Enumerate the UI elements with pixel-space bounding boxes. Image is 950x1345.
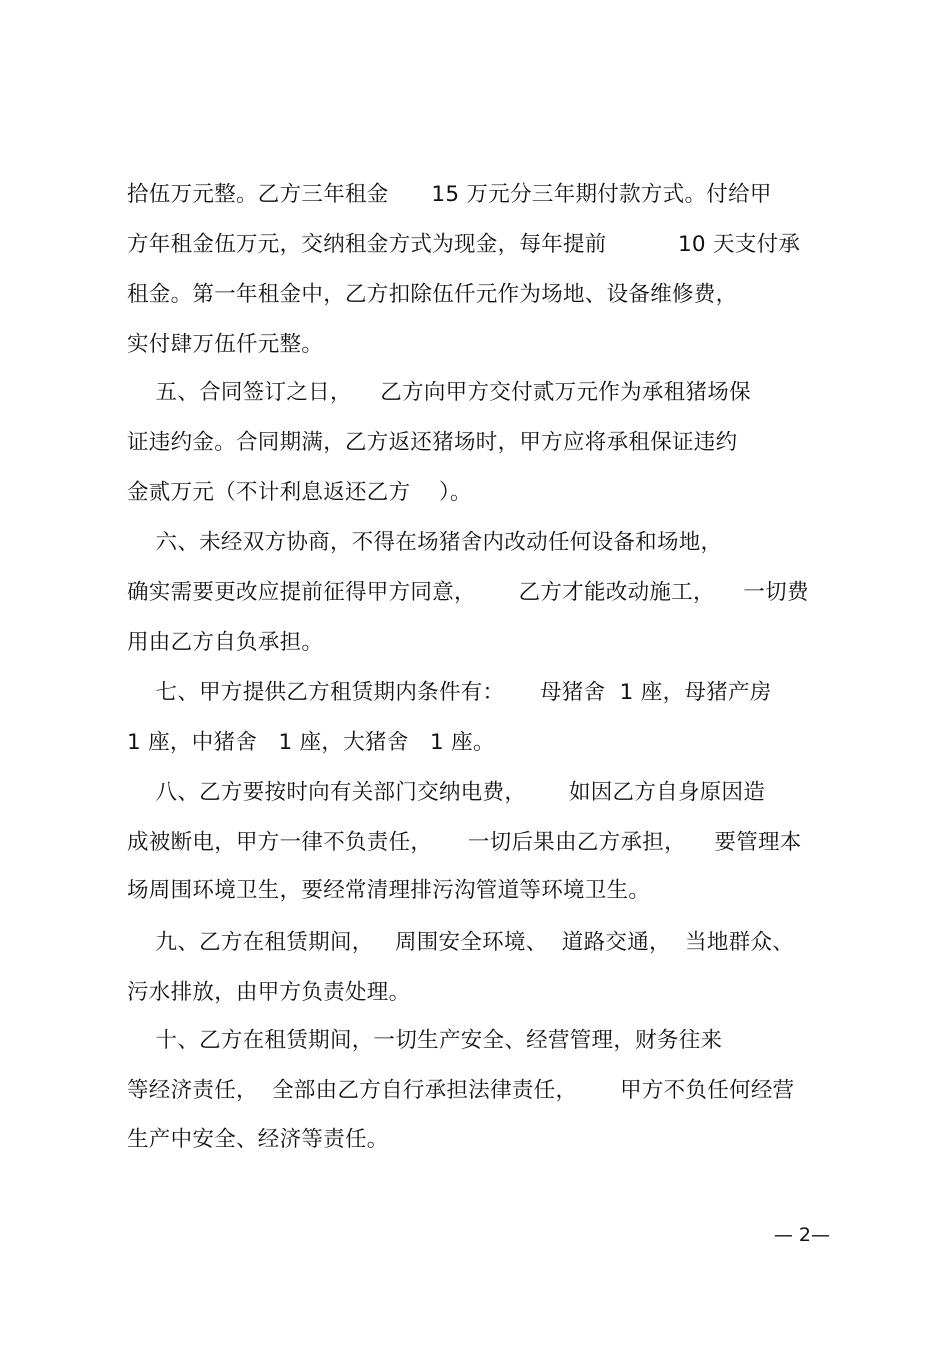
- text-line: 确实需要更改应提前征得甲方同意， 乙方才能改动施工， 一切费: [127, 580, 809, 605]
- text-line: 成被断电，甲方一律不负责任， 一切后果由乙方承担， 要管理本: [127, 830, 802, 855]
- text-line: 金贰万元（不计利息返还乙方 ）。: [127, 480, 472, 505]
- text-line: 污水排放，由甲方负责处理。: [127, 980, 411, 1005]
- text-line: 方年租金伍万元，交纳租金方式为现金，每年提前 10 天支付承: [127, 232, 801, 257]
- text-line: 九、乙方在租赁期间， 周围安全环境、 道路交通， 当地群众、: [127, 930, 795, 955]
- text-line: 用由乙方自负承担。: [127, 630, 324, 655]
- text-line: 租金。第一年租金中，乙方扣除伍仟元作为场地、设备维修费，: [127, 282, 738, 307]
- text-line: 等经济责任， 全部由乙方自行承担法律责任， 甲方不负任何经营: [127, 1078, 795, 1103]
- text-line: 六、未经双方协商，不得在场猪舍内改动任何设备和场地，: [127, 530, 723, 555]
- text-line: 生产中安全、经济等责任。: [127, 1127, 389, 1152]
- text-line: 十、乙方在租赁期间，一切生产安全、经营管理，财务往来: [127, 1028, 723, 1053]
- text-line: 拾伍万元整。乙方三年租金 15 万元分三年期付款方式。付给甲: [127, 182, 772, 207]
- page-number: — 2—: [773, 1224, 830, 1246]
- text-line: 八、乙方要按时向有关部门交纳电费， 如因乙方自身原因造: [127, 780, 766, 805]
- text-line: 五、合同签订之日， 乙方向甲方交付贰万元作为承租猪场保: [127, 380, 751, 405]
- text-line: 1 座，中猪舍 1 座，大猪舍 1 座。: [127, 730, 495, 755]
- text-line: 证违约金。合同期满，乙方返还猪场时，甲方应将承租保证违约: [127, 430, 738, 455]
- text-line: 场周围环境卫生，要经常清理排污沟管道等环境卫生。: [127, 878, 651, 903]
- text-line: 实付肆万伍仟元整。: [127, 332, 324, 357]
- text-line: 七、甲方提供乙方租赁期内条件有： 母猪舍 1 座，母猪产房: [127, 680, 772, 705]
